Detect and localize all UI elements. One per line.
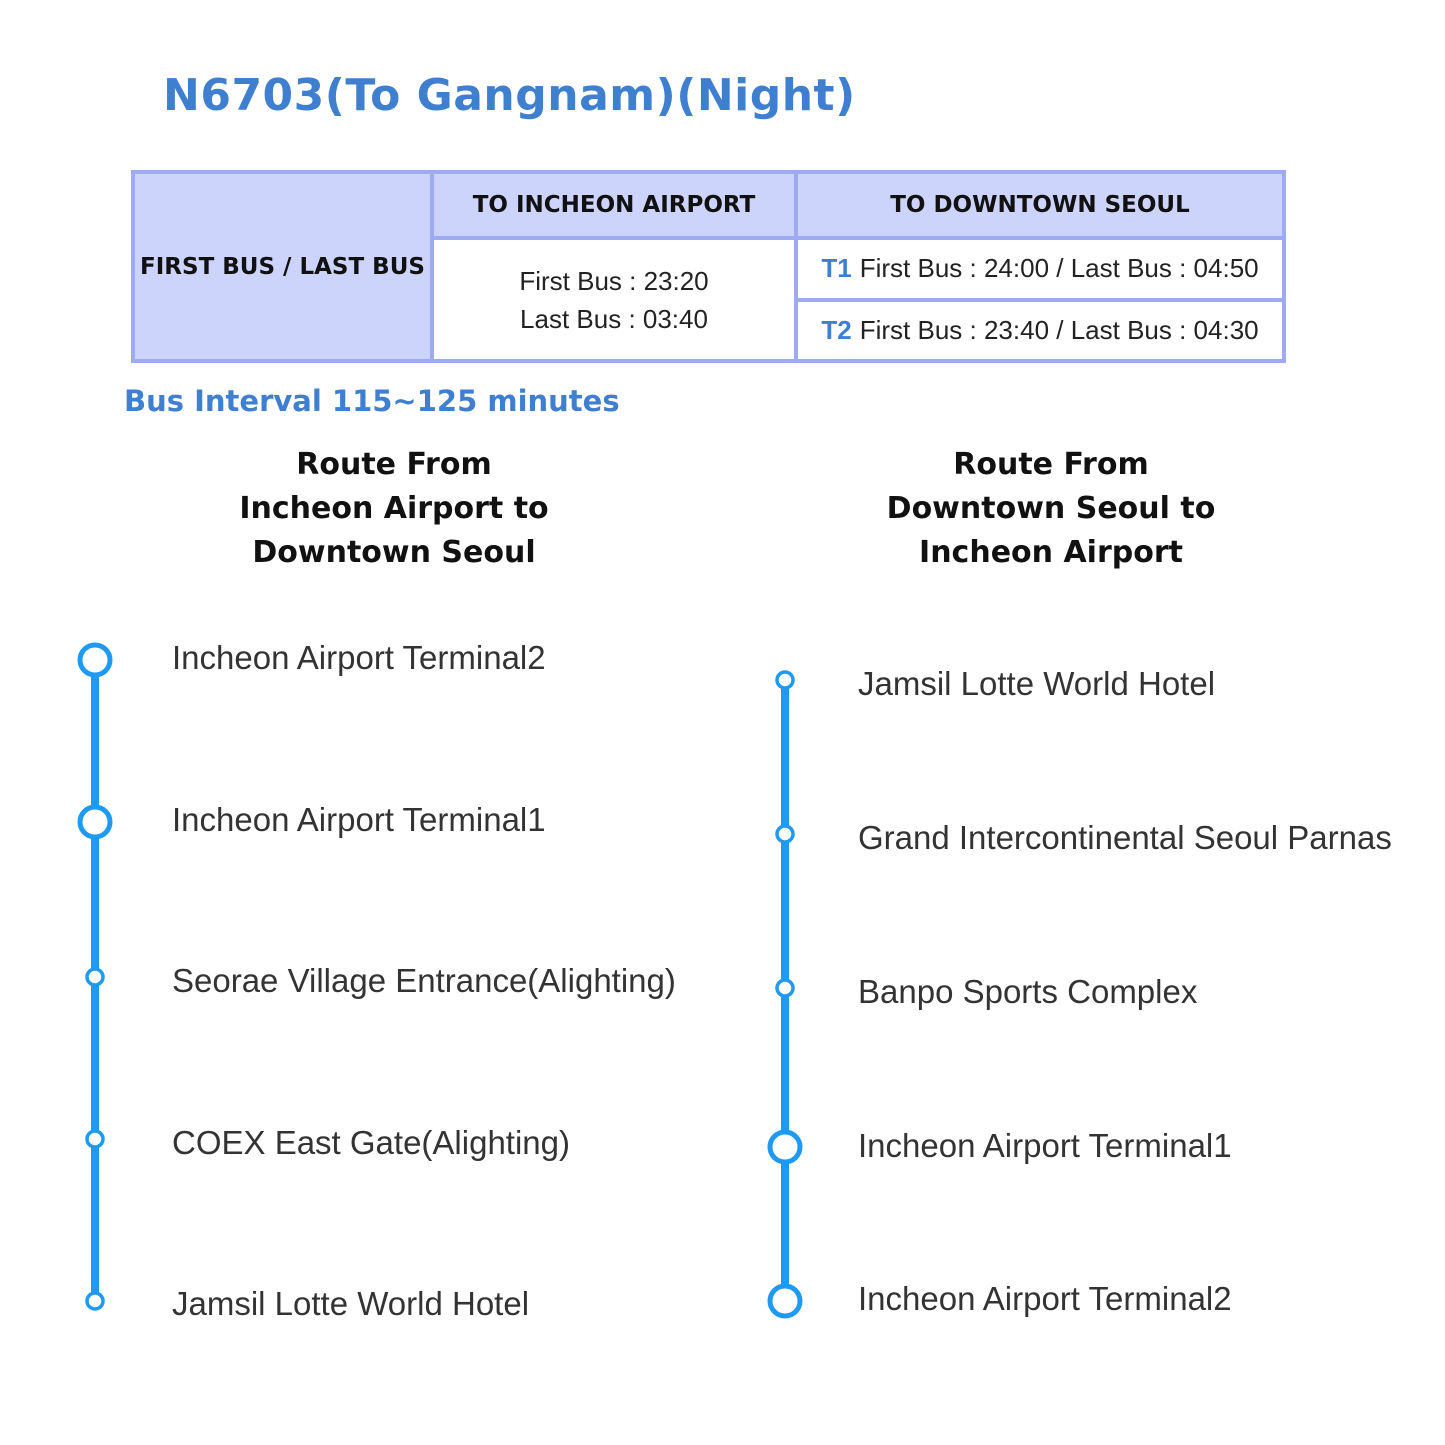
route-left-stop: Incheon Airport Terminal2: [172, 639, 546, 676]
stop-marker-minor: [87, 1131, 103, 1147]
to-downtown-header: TO DOWNTOWN SEOUL: [798, 174, 1282, 236]
route-left-stop: COEX East Gate(Alighting): [172, 1124, 570, 1161]
to-airport-last-bus: Last Bus : 03:40: [520, 303, 708, 334]
stop-marker-minor: [777, 980, 793, 996]
route-left-stop: Incheon Airport Terminal1: [172, 801, 546, 838]
route-left-title-line: Route From: [296, 447, 492, 482]
stop-marker-major: [80, 807, 110, 837]
stop-marker-minor: [87, 1293, 103, 1309]
stop-marker-major: [80, 645, 110, 675]
route-right-title-line: Route From: [953, 447, 1149, 482]
bus-interval: Bus Interval 115~125 minutes: [124, 384, 620, 418]
first-last-bus-header: FIRST BUS / LAST BUS: [135, 174, 430, 359]
route-left-title-line: Downtown Seoul: [252, 535, 536, 570]
to-airport-first-bus: First Bus : 23:20: [519, 265, 709, 296]
route-right-stop: Incheon Airport Terminal1: [858, 1127, 1232, 1164]
route-left-stop: Jamsil Lotte World Hotel: [172, 1285, 530, 1322]
t1-label: T1: [821, 253, 852, 284]
route-right-stop: Jamsil Lotte World Hotel: [858, 665, 1216, 702]
t2-label: T2: [821, 314, 852, 345]
route-left-stop: Seorae Village Entrance(Alighting): [172, 962, 676, 999]
route-right-stop: Incheon Airport Terminal2: [858, 1280, 1232, 1317]
route-right-title-line: Incheon Airport: [919, 535, 1183, 570]
stop-marker-minor: [777, 672, 793, 688]
stop-marker-major: [770, 1132, 800, 1162]
route-right-stop: Banpo Sports Complex: [858, 973, 1198, 1010]
stop-marker-major: [770, 1286, 800, 1316]
route-right-stop: Grand Intercontinental Seoul Parnas: [858, 819, 1392, 856]
stop-marker-minor: [777, 826, 793, 842]
stop-marker-minor: [87, 969, 103, 985]
t1-text: First Bus : 24:00 / Last Bus : 04:50: [859, 253, 1259, 284]
route-right-title-line: Downtown Seoul to: [886, 491, 1216, 526]
route-left-title-line: Incheon Airport to: [239, 491, 549, 526]
to-airport-header: TO INCHEON AIRPORT: [434, 174, 794, 236]
page-title: N6703(To Gangnam)(Night): [163, 70, 856, 121]
t2-text: First Bus : 23:40 / Last Bus : 04:30: [859, 314, 1259, 345]
